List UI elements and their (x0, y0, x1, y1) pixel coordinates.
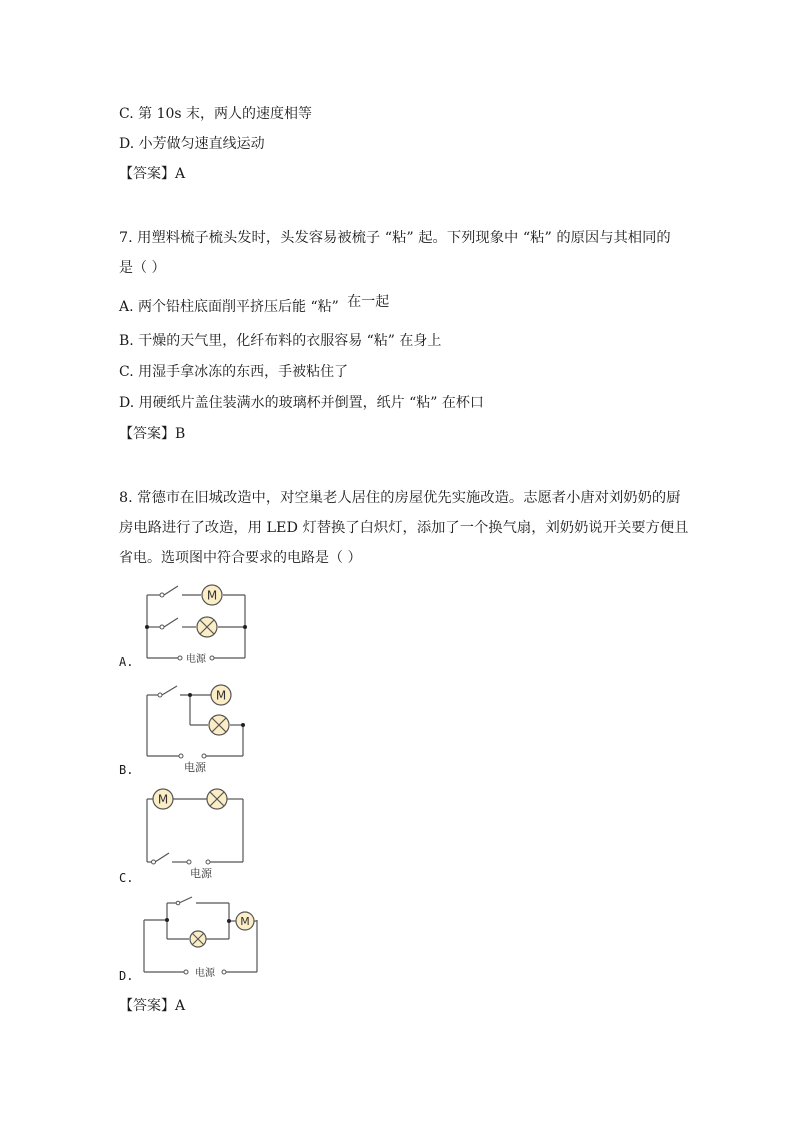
q8-stem-line1: 8. 常德市在旧城改造中，对空巢老人居住的房屋优先实施改造。志愿者小唐对刘奶奶的厨 (119, 490, 681, 506)
motor-label-a: M (206, 588, 218, 603)
q6-option-c: C. 第 10s 末，两人的速度相等 (119, 106, 313, 122)
q6-option-d: D. 小芳做匀速直线运动 (119, 136, 265, 152)
lamp-symbol-a (197, 617, 217, 637)
lamp-symbol-d (190, 931, 206, 947)
circuit-diagram-b (140, 684, 255, 776)
circuit-diagram-c (140, 786, 255, 882)
power-label-b: 电源 (184, 761, 206, 774)
q8-answer: 【答案】A (119, 998, 186, 1014)
option-label-a: A. (119, 655, 134, 669)
circuit-diagram-a (140, 582, 255, 664)
q7-option-d: D. 用硬纸片盖住装满水的玻璃杯并倒置，纸片 “粘” 在杯口 (119, 395, 484, 411)
q7-option-a-main: A. 两个铅柱底面削平挤压后能 “粘” (119, 299, 339, 315)
power-label-c: 电源 (190, 867, 212, 880)
motor-label-d: M (240, 915, 250, 928)
option-label-c: C. (119, 871, 134, 885)
q8-stem-line3: 省电。选项图中符合要求的电路是（ ） (119, 550, 362, 566)
power-label-a: 电源 (186, 654, 206, 664)
q7-option-c: C. 用湿手拿冰冻的东西，手被粘住了 (119, 364, 349, 380)
q7-option-a (119, 294, 390, 317)
q7-option-b: B. 干燥的天气里，化纤布料的衣服容易 “粘” 在身上 (119, 333, 442, 349)
q7-answer: 【答案】B (119, 426, 186, 442)
q8-stem-line2: 房电路进行了改造，用 LED 灯替换了白炽灯，添加了一个换气扇，刘奶奶说开关要方便且 (119, 520, 689, 536)
option-label-d: D. (119, 969, 134, 983)
q6-answer: 【答案】A (119, 166, 186, 182)
lamp-symbol-b (209, 715, 229, 735)
power-label-d: 电源 (195, 968, 215, 979)
circuit-diagram-d (140, 896, 260, 982)
lamp-symbol-c (207, 789, 227, 809)
option-label-b: B. (119, 763, 134, 777)
motor-label-b: M (215, 688, 227, 703)
q7-stem-line1: 7. 用塑料梳子梳头发时，头发容易被梳子 “粘” 起。下列现象中 “粘” 的原因与其相同的 (119, 230, 671, 246)
q7-option-a-tail: 在一起 (347, 294, 390, 310)
motor-label-c: M (157, 792, 169, 807)
q7-stem-line2: 是（ ） (119, 260, 166, 276)
